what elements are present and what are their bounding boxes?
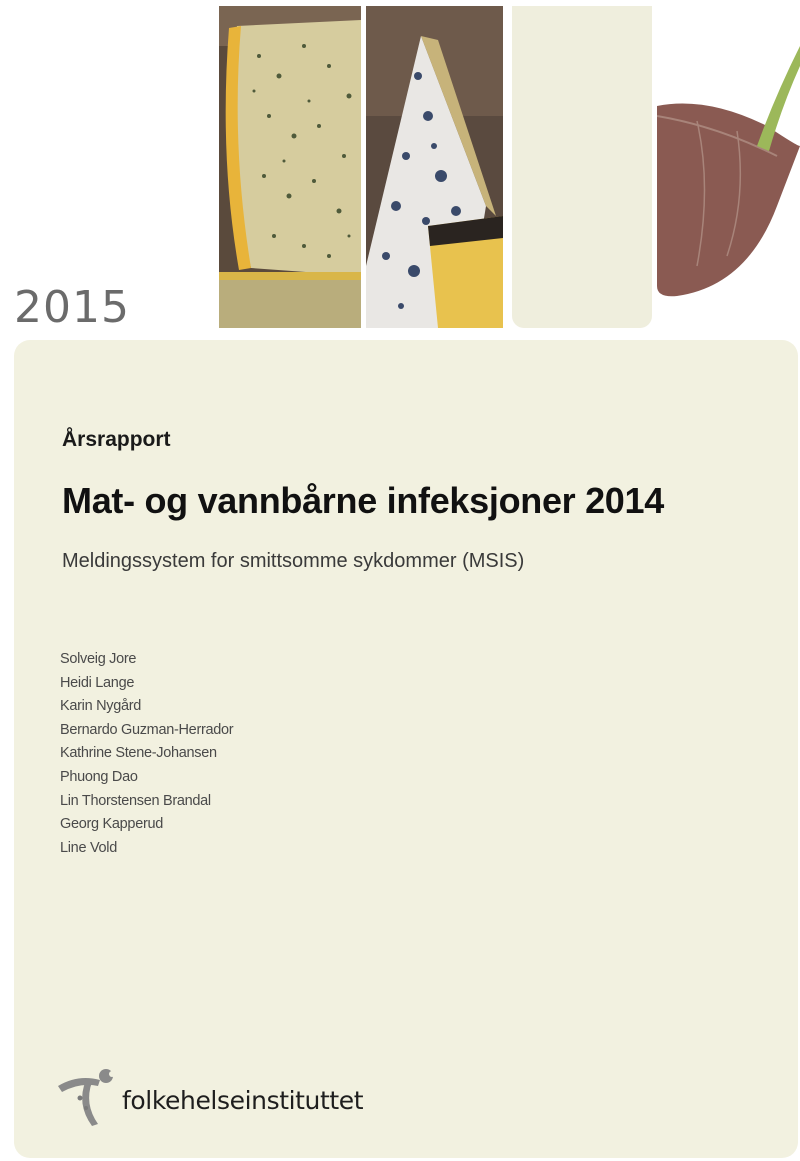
fhi-logo-mark-icon bbox=[54, 1064, 120, 1130]
red-leaf-photo bbox=[657, 6, 800, 328]
cover-panel bbox=[14, 340, 798, 1158]
herb-cheese-photo bbox=[219, 6, 361, 328]
blank-cream-panel bbox=[512, 6, 652, 328]
author-name: Phuong Dao bbox=[60, 768, 138, 785]
report-title: Mat- og vannbårne infeksjoner 2014 bbox=[62, 480, 664, 521]
author-name: Line Vold bbox=[60, 839, 117, 856]
author-name: Solveig Jore bbox=[60, 651, 137, 667]
publisher-logo bbox=[54, 1062, 414, 1132]
report-type-label: Årsrapport bbox=[62, 428, 171, 451]
publisher-name: folkehelseinstituttet bbox=[122, 1086, 364, 1115]
cover-year: 2015 bbox=[14, 282, 130, 333]
report-subtitle: Meldingssystem for smittsomme sykdommer (MSIS) bbox=[62, 550, 525, 572]
author-name: Heidi Lange bbox=[60, 674, 135, 691]
author-name: Karin Nygård bbox=[60, 698, 142, 715]
author-name: Lin Thorstensen Brandal bbox=[60, 792, 211, 809]
author-name: Georg Kapperud bbox=[60, 816, 164, 833]
author-name: Kathrine Stene-Johansen bbox=[60, 745, 217, 762]
blue-cheese-photo bbox=[366, 6, 503, 328]
author-list bbox=[60, 648, 233, 860]
author-name: Bernardo Guzman-Herrador bbox=[60, 721, 234, 738]
